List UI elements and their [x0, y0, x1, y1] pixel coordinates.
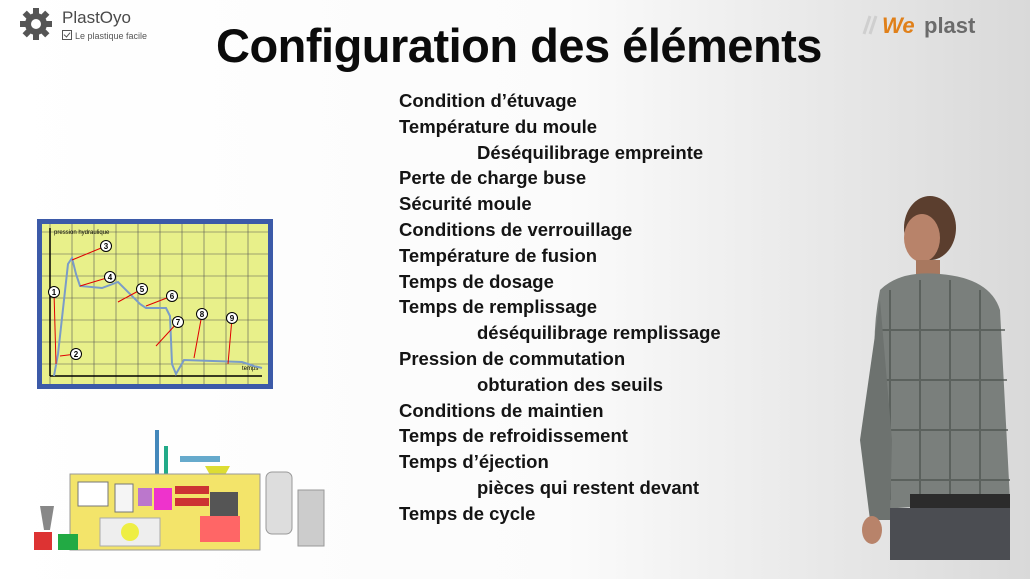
list-item: Temps d’éjection: [399, 451, 549, 473]
list-item: Temps de remplissage: [399, 296, 598, 318]
list-item: Temps de dosage: [399, 270, 554, 292]
marker-leader: [228, 318, 232, 364]
marker-label: 4: [107, 273, 113, 282]
list-item: Sécurité moule: [399, 193, 532, 215]
marker-label: 3: [103, 242, 109, 251]
list-item: Pression de commutation: [399, 347, 626, 369]
weplast-plast: plast: [924, 13, 976, 38]
list-item: Temps de refroidissement: [399, 425, 628, 447]
marker-label: 6: [169, 292, 175, 301]
list-item: Déséquilibrage empreinte: [477, 141, 704, 163]
presenter-figure: [850, 190, 1020, 560]
x-axis-label: temps: [242, 366, 259, 372]
list-item: Perte de charge buse: [399, 167, 587, 189]
marker-label: 2: [73, 350, 79, 359]
marker-leader: [54, 292, 56, 364]
list-item: Temps de cycle: [399, 502, 536, 524]
list-item: Condition d’étuvage: [399, 90, 577, 111]
list-item: Conditions de maintien: [399, 399, 604, 421]
list-item: Température de fusion: [399, 244, 598, 266]
marker-label: 5: [139, 285, 145, 294]
injection-machine-illustration: [30, 426, 330, 556]
page-title: Configuration des éléments: [216, 19, 822, 72]
weplast-we: We: [882, 13, 915, 38]
marker-label: 7: [175, 318, 181, 327]
list-item: Température du moule: [399, 115, 598, 137]
y-axis-label: pression hydraulique: [54, 230, 110, 236]
brand-tagline: Le plastique facile: [62, 30, 147, 41]
marker-label: 1: [51, 288, 57, 297]
brand-name: PlastOyo: [62, 8, 131, 27]
marker-label: 8: [199, 310, 205, 319]
list-item: pièces qui restent devant: [477, 476, 700, 498]
marker-leader: [194, 314, 202, 358]
list-item: déséquilibrage remplissage: [477, 322, 721, 344]
pressure-chart: [37, 219, 273, 389]
list-item: obturation des seuils: [477, 373, 664, 395]
list-item: Conditions de verrouillage: [399, 218, 633, 240]
items-list: [399, 88, 721, 527]
marker-label: 9: [229, 314, 235, 323]
